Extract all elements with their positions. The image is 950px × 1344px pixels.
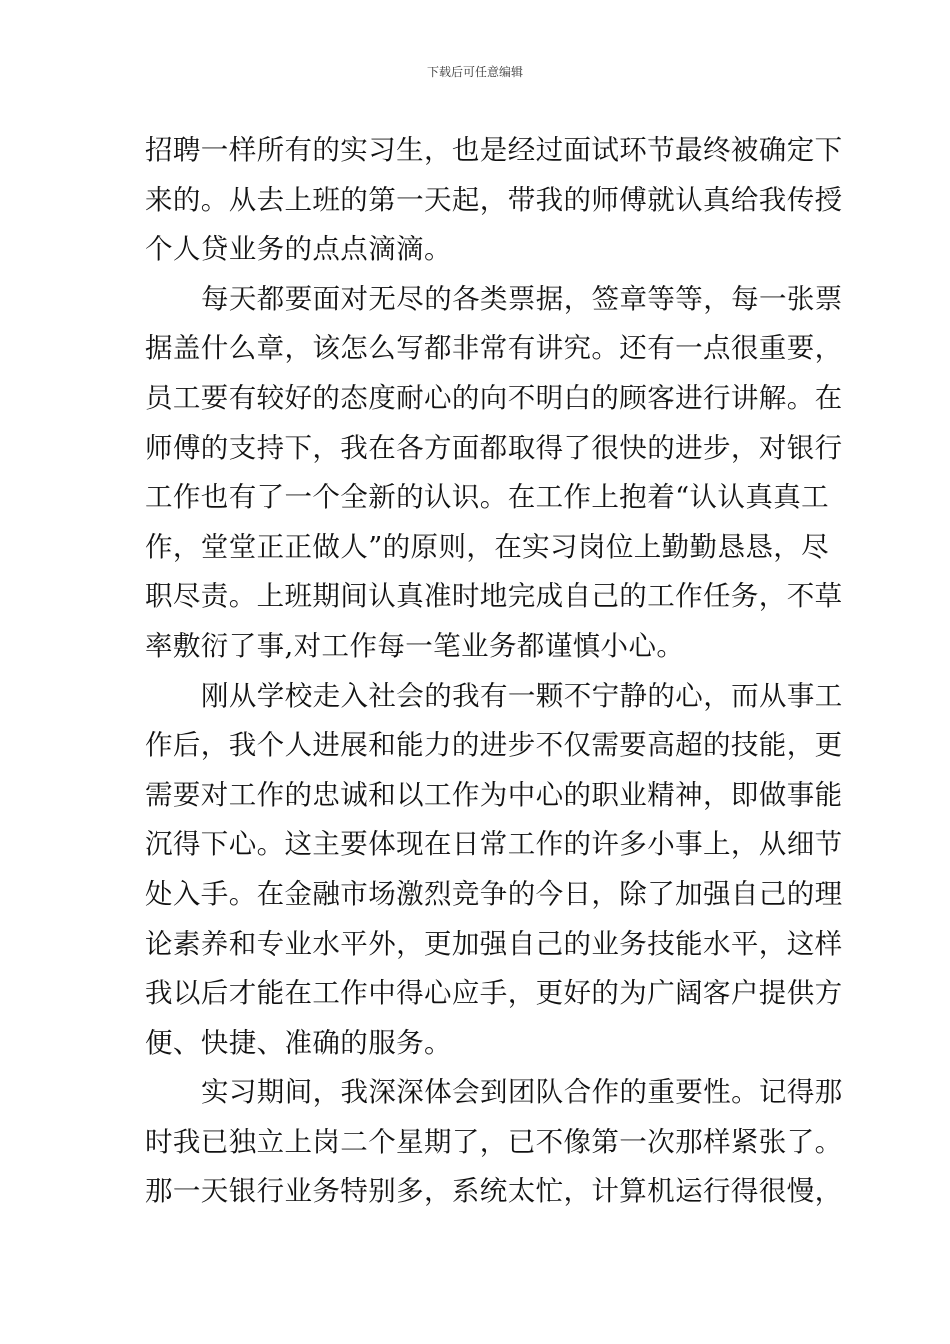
- text-line: 刚从学校走入社会的我有一颗不宁静的心，而从事工: [201, 679, 843, 712]
- text-line: 员工要有较好的态度耐心的向不明白的顾客进行讲解。在: [145, 381, 843, 414]
- text-line: 时我已独立上岗二个星期了，已不像第一次那样紧张了。: [145, 1125, 843, 1158]
- document-body: [145, 126, 843, 1217]
- text-line: 来的。从去上班的第一天起，带我的师傅就认真给我传授: [145, 183, 843, 216]
- text-line: 实习期间，我深深体会到团队合作的重要性。记得那: [201, 1076, 843, 1109]
- text-line: 据盖什么章，该怎么写都非常有讲究。还有一点很重要，: [145, 332, 843, 365]
- text-line: 每天都要面对无尽的各类票据，签章等等，每一张票: [201, 282, 843, 315]
- text-line: 率敷衍了事,对工作每一笔业务都谨慎小心。: [145, 629, 685, 662]
- text-line: 工作也有了一个全新的认识。在工作上抱着“认认真真工: [145, 481, 830, 514]
- text-line: 师傅的支持下，我在各方面都取得了很快的进步，对银行: [145, 431, 843, 464]
- text-line: 我以后才能在工作中得心应手，更好的为广阔客户提供方: [145, 977, 843, 1010]
- text-line: 职尽责。上班期间认真准时地完成自己的工作任务，不草: [145, 580, 843, 613]
- text-line: 论素养和专业水平外，更加强自己的业务技能水平，这样: [145, 927, 843, 960]
- text-line: 处入手。在金融市场激烈竞争的今日，除了加强自己的理: [145, 877, 843, 910]
- text-line: 那一天银行业务特别多，系统太忙，计算机运行得很慢，: [145, 1175, 843, 1208]
- text-line: 作后，我个人进展和能力的进步不仅需要高超的技能，更: [145, 729, 843, 762]
- page-header-note: 下载后可任意编辑: [426, 65, 523, 79]
- text-line: 个人贷业务的点点滴滴。: [145, 233, 452, 266]
- text-line: 作，堂堂正正做人”的原则，在实习岗位上勤勤恳恳，尽: [145, 530, 830, 563]
- text-line: 沉得下心。这主要体现在日常工作的许多小事上，从细节: [145, 828, 843, 861]
- text-line: 招聘一样所有的实习生，也是经过面试环节最终被确定下: [145, 134, 843, 166]
- text-line: 需要对工作的忠诚和以工作为中心的职业精神，即做事能: [145, 778, 843, 811]
- text-line: 便、快捷、准确的服务。: [145, 1026, 452, 1059]
